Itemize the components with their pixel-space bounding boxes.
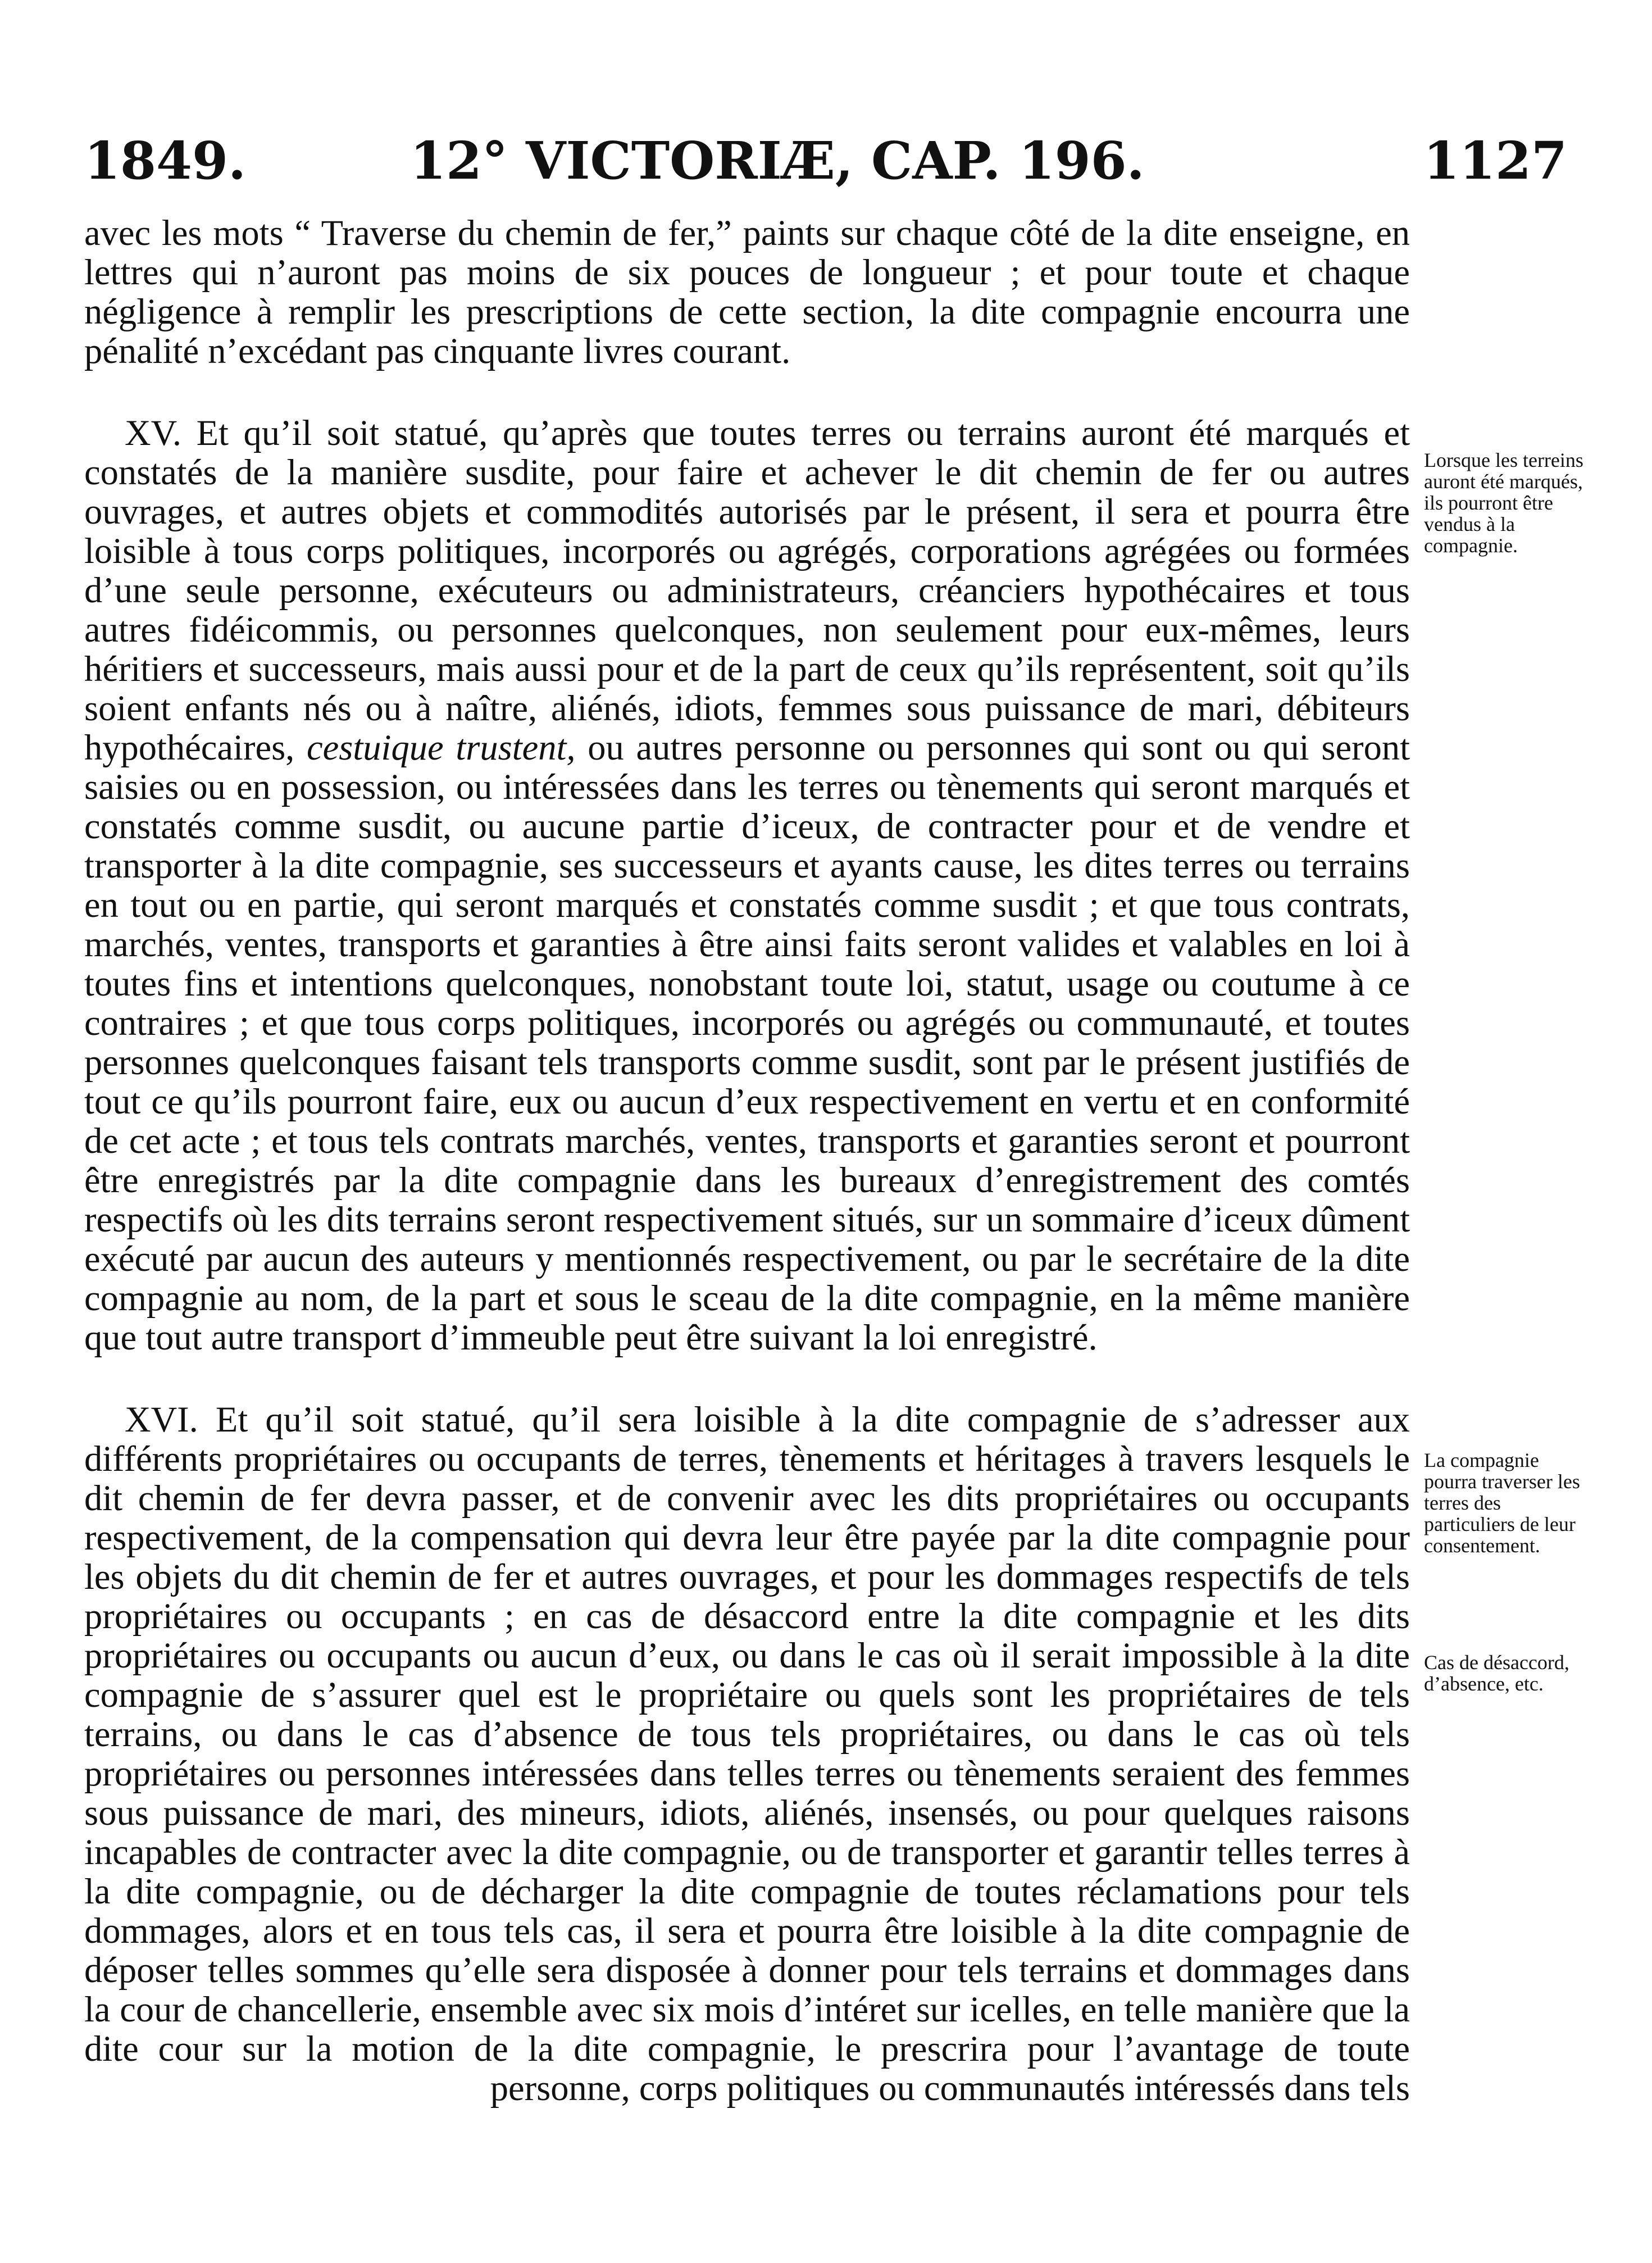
section-16 [84,1400,1410,2108]
section-15-text-b: ou autres personne ou personnes qui sont ou qui seront saisies ou en possession, ou intéressées dans les terres ou tènements qui seront marqués et constatés comme susdit, ou aucune partie d’iceux, de contracter pour et de vendre et transporter à la dite compagnie, ses successeurs et ayants cause, les dites terres ou terrains en tout ou en partie, qui seront marqués et constatés comme susdit ; et que tous contrats, marchés, ventes, transports et garanties à être ainsi faits seront valides et valables en loi à toutes fins et intentions quelconques, nonobstant toute loi, statut, usage ou coutume à ce contraires ; et que tous corps politiques, incorporés ou agrégés ou communauté, et toutes personnes quelconques faisant tels transports comme susdit, sont par le présent justifiés de tout ce qu’ils pourront faire, eux ou aucun d’eux respectivement en vertu et en conformité de cet acte ; et tous tels contrats marchés, ventes, transports et garanties seront et pourront être enregistrés par la dite compagnie dans les bureaux d’enregistrement des comtés respectifs où les dits terrains seront respectivement situés, sur un sommaire d’iceux dûment exécuté par aucun des auteurs y mentionnés respectivement, ou par le secrétaire de la dite compagnie au nom, de la part et sous le sceau de la dite compagnie, en la même manière que tout autre transport d’immeuble peut être suivant la loi enregistré. [84,728,1410,1357]
section-15 [84,413,1410,1357]
header-year: 1849. [84,130,247,191]
header-page-number: 1127 [1423,130,1567,191]
body-text [84,213,1410,2108]
running-head [84,130,1567,192]
section-16-number: XVI. [125,1399,198,1439]
section-15-text-a: Et qu’il soit statué, qu’après que toutes terres ou terrains auront été marqués et constatés de la manière susdite, pour faire et achever le dit chemin de fer ou autres ouvrages, et autres objets et commodités autorisés par le présent, il sera et pourra être loisible à tous corps politiques, incorporés ou agrégés, corporations agrégées ou formées d’une seule personne, exécuteurs ou administrateurs, créanciers hypothécaires et tous autres fidéicommis, ou personnes quelconques, non seulement pour eux-mêmes, leurs héritiers et successeurs, mais aussi pour et de la part de ceux qu’ils représentent, soit qu’ils soient enfants nés ou à naître, aliénés, idiots, femmes sous puissance de mari, débiteurs hypothécaires, [84,413,1410,767]
sidenote-disagreement: Cas de désaccord, d’absence, etc. [1424,1651,1569,1695]
section-16-text: Et qu’il soit statué, qu’il sera loisible à la dite compagnie de s’adresser aux différents propriétaires ou occupants de terres, tènements et héritages à travers lesquels le dit chemin de fer devra passer, et de convenir avec les dits propriétaires ou occupants respectivement, de la compensation qui devra leur être payée par la dite compagnie pour les objets du dit chemin de fer et autres ouvrages, et pour les dommages respectifs de tels propriétaires ou occupants ; en cas de désaccord entre la dite compagnie et les dits propriétaires ou occupants ou aucun d’eux, ou dans le cas où il serait impossible à la dite compagnie de s’assurer quel est le propriétaire ou quels sont les propriétaires de tels terrains, ou dans le cas d’absence de tous tels propriétaires, ou dans le cas où tels propriétaires ou personnes intéressées dans telles terres ou tènements seraient des femmes sous puissance de mari, des mineurs, idiots, aliénés, insensés, ou pour quelques raisons incapables de contracter avec la dite compagnie, ou de transporter et garantir telles terres à la dite compagnie, ou de décharger la dite compagnie de toutes réclamations pour tels dommages, alors et en tous tels cas, il sera et pourra être loisible à la dite compagnie de déposer telles sommes qu’elle sera disposée à donner pour tels terrains et dommages dans la cour de chancellerie, ensemble avec six mois d’intéret sur icelles, en telle manière que la dite cour sur la motion de la dite compagnie, le prescrira pour l’avantage de toute personne, corps politiques ou communautés intéressés dans tels [84,1399,1410,2108]
header-title: 12° VICTORIÆ, CAP. 196. [410,130,1145,191]
sidenote-crossing-lands: La compagnie pourra traverser les terres des particuliers de leur consentement. [1424,1449,1580,1557]
section-15-number: XV. [125,413,181,453]
sidenote-sale-of-lands: Lorsque les terreins auront été marqués, ils pourront être vendus à la compagnie. [1424,449,1583,557]
continued-paragraph: avec les mots “ Traverse du chemin de fer,” paints sur chaque côté de la dite enseigne, en lettres qui n’auront pas moins de six pouces de longueur ; et pour toute et chaque négligence à remplir les prescriptions de cette section, la dite compagnie encourra une pénalité n’excédant pas cinquante livres courant. [84,213,1410,371]
section-15-italic-term: cestuique trustent, [307,728,576,767]
